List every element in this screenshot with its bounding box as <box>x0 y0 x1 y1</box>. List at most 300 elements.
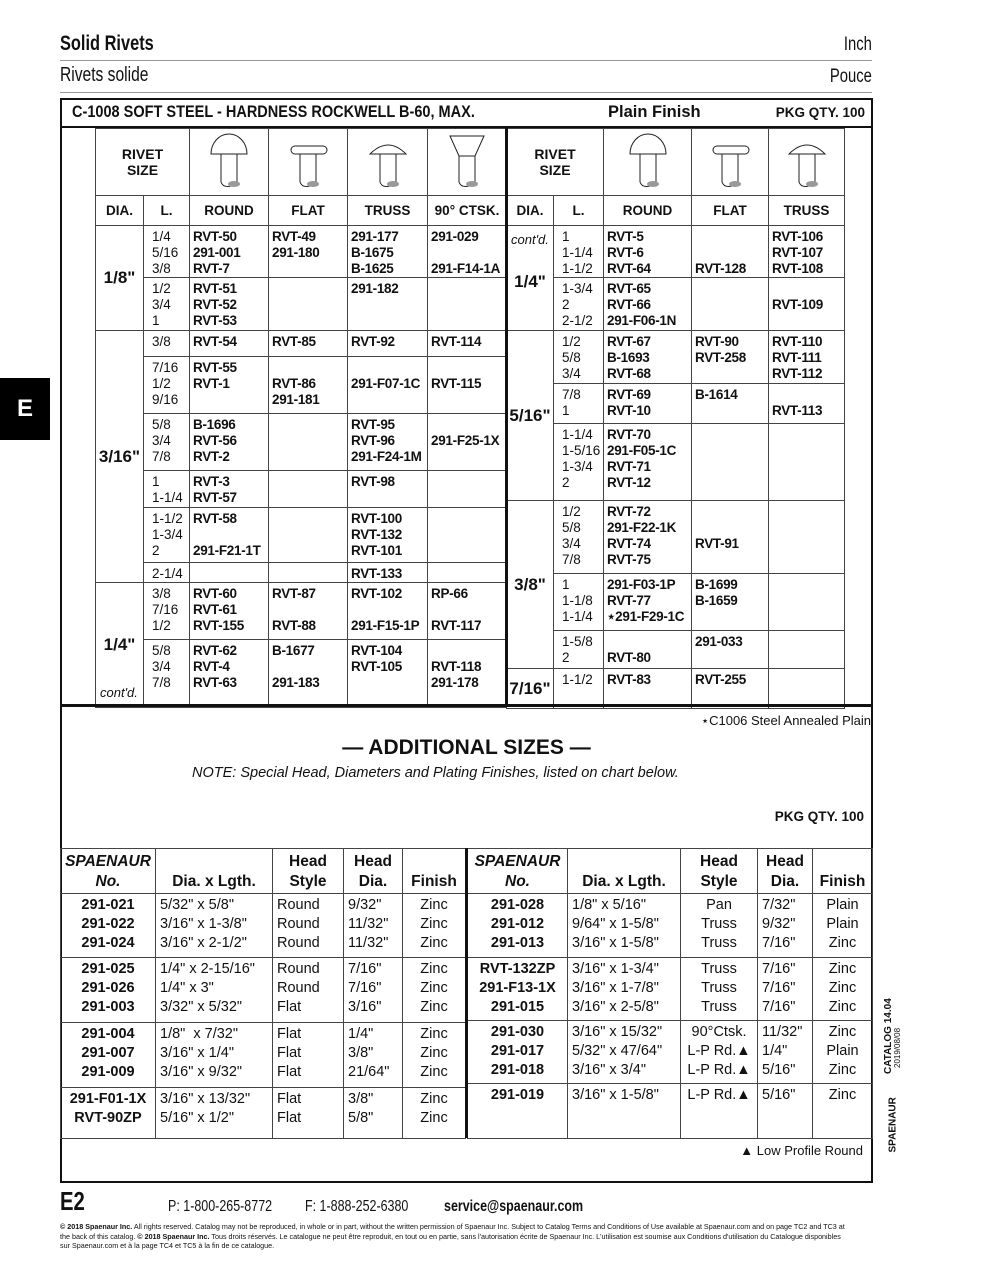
dia-length: 3/16" x 15/32" <box>572 1024 663 1040</box>
round-part-cell: B-1696 RVT-56 RVT-2 <box>190 414 269 471</box>
round-rivet-icon <box>190 129 269 196</box>
head-dia: 21/64" <box>348 1064 390 1080</box>
truss-part-cell: RVT-106 RVT-107 RVT-108 <box>769 226 845 278</box>
truss-part-cell: RVT-92 <box>348 331 428 357</box>
flat-part-cell <box>269 563 348 583</box>
head-style-cell <box>273 894 344 958</box>
diameter-cell <box>507 501 554 669</box>
flat-part-cell: RVT-85 <box>269 331 348 357</box>
head-dia: 7/32" <box>762 897 796 913</box>
rivet-size-label: RIVET SIZE <box>96 129 190 196</box>
finish: Zinc <box>420 961 448 977</box>
dia-length: 3/16" x 2-5/8" <box>572 999 659 1015</box>
finish: Zinc <box>828 1024 857 1040</box>
column-header <box>568 849 681 894</box>
icon-row <box>507 129 845 196</box>
head-dia: 11/32" <box>348 935 389 951</box>
finish: Zinc <box>420 1064 448 1080</box>
column-header: DIA. <box>96 196 144 226</box>
table-row-group <box>468 1084 873 1139</box>
table-row <box>507 424 845 501</box>
finish: Zinc <box>828 1087 857 1103</box>
phone-text: P: 1-800-265-8772 <box>168 1198 273 1215</box>
pkg-qty-additional: PKG QTY. 100 <box>774 809 864 824</box>
length-cell: 1-1/4 1-5/16 1-3/4 2 <box>554 424 604 501</box>
rivet-chart <box>95 128 507 708</box>
additional-table-left <box>60 848 466 1139</box>
head-dia-cell <box>758 1021 813 1084</box>
length-cell: 1-1/2 <box>554 669 604 709</box>
column-header: ROUND <box>604 196 692 226</box>
part-number: 291-015 <box>490 999 545 1015</box>
round-part-cell: RVT-67 B-1693 RVT-68 <box>604 331 692 384</box>
dia-length: 3/16" x 3/4" <box>572 1062 646 1078</box>
column-header <box>813 849 873 894</box>
dia-length-cell <box>156 958 273 1023</box>
copyright-prefix-fr: © 2018 Spaenaur Inc. <box>137 1231 210 1241</box>
head-style: Flat <box>277 1110 302 1126</box>
head-style-cell <box>273 1023 344 1088</box>
column-header <box>156 849 273 894</box>
finish-cell <box>403 1023 466 1088</box>
part-number: 291-F13-1X <box>479 980 556 996</box>
flat-part-cell: RVT-86 291-181 <box>269 357 348 414</box>
dia-length: 1/4" x 2-15/16" <box>160 961 255 977</box>
head-style: Truss <box>701 999 737 1015</box>
head-style: Round <box>277 935 320 951</box>
truss-part-cell: 291-182 <box>348 278 428 331</box>
dia-length-cell <box>156 1088 273 1139</box>
table-row <box>507 278 845 331</box>
unit-label-fr: Pouce <box>829 66 872 87</box>
head-dia: 9/32" <box>348 897 382 913</box>
head-style: Flat <box>277 1091 302 1107</box>
column-header: FLAT <box>692 196 769 226</box>
legend-low-profile: ▲ Low Profile Round <box>740 1143 863 1158</box>
head-style: Round <box>277 916 320 932</box>
truss-rivet-icon <box>348 129 428 196</box>
finish: Zinc <box>420 1110 448 1126</box>
part-number: 291-021 <box>81 897 135 913</box>
finish: Zinc <box>420 935 448 951</box>
head-style-cell <box>681 1084 758 1139</box>
flat-part-cell: B-1614 <box>692 384 769 424</box>
table-row <box>96 508 507 563</box>
continued-label: cont'd. <box>100 685 138 700</box>
round-part-cell: RVT-65 RVT-66 291-F06-1N <box>604 278 692 331</box>
ctsk-part-cell <box>428 471 507 508</box>
length-cell: 1-3/4 2 2-1/2 <box>554 278 604 331</box>
finish: Zinc <box>420 980 448 996</box>
column-header-text: Head Dia. <box>766 853 804 890</box>
head-dia-cell <box>758 1084 813 1139</box>
head-style: Truss <box>701 935 737 951</box>
dia-length: 1/8" x 7/32" <box>160 1026 239 1042</box>
diameter-value: 1/8" <box>103 268 136 287</box>
part-number-cell <box>468 1084 568 1139</box>
finish: Zinc <box>828 961 857 977</box>
dia-length: 3/16" x 13/32" <box>160 1091 251 1107</box>
head-style: L-P Rd.▲ <box>687 1087 751 1103</box>
flat-part-cell: RVT-255 <box>692 669 769 709</box>
head-style: Flat <box>277 999 302 1015</box>
catalog-number: CATALOG 14.04 <box>883 998 894 1074</box>
dia-length: 5/32" x 5/8" <box>160 897 234 913</box>
head-dia: 1/4" <box>348 1026 374 1042</box>
diameter-cell <box>96 226 144 331</box>
head-dia: 5/16" <box>762 1087 796 1103</box>
truss-rivet-icon <box>769 129 845 196</box>
part-number-cell <box>61 894 156 958</box>
truss-part-cell <box>769 574 845 631</box>
part-number: 291-004 <box>81 1026 135 1042</box>
copyright <box>60 1222 849 1251</box>
finish: Zinc <box>420 1026 448 1042</box>
section-tab[interactable]: E <box>0 378 50 440</box>
finish-label: Plain Finish <box>608 103 701 121</box>
truss-part-cell: RVT-113 <box>769 384 845 424</box>
truss-part-cell: 291-F07-1C <box>348 357 428 414</box>
ctsk-part-cell: RP-66 RVT-117 <box>428 583 507 640</box>
head-dia-cell <box>344 1023 403 1088</box>
round-part-cell: RVT-83 <box>604 669 692 709</box>
round-part-cell: RVT-58 291-F21-1T <box>190 508 269 563</box>
part-number: 291-028 <box>490 897 545 913</box>
dia-length: 5/32" x 47/64" <box>572 1043 663 1059</box>
head-style: L-P Rd.▲ <box>687 1062 751 1078</box>
head-dia-cell <box>344 958 403 1023</box>
length-cell: 1/2 5/8 3/4 7/8 <box>554 501 604 574</box>
round-part-cell: RVT-72 291-F22-1K RVT-74 RVT-75 <box>604 501 692 574</box>
diameter-value: 3/8" <box>514 574 546 594</box>
truss-part-cell <box>769 424 845 501</box>
flat-part-cell: RVT-49 291-180 <box>269 226 348 278</box>
head-style: Truss <box>701 980 737 996</box>
head-dia-cell <box>758 958 813 1021</box>
truss-part-cell: RVT-133 <box>348 563 428 583</box>
dia-length: 3/16" x 9/32" <box>160 1064 243 1080</box>
diameter-cell <box>507 226 554 331</box>
table-row-group <box>468 894 873 958</box>
flat-rivet-icon <box>692 129 769 196</box>
round-part-cell <box>190 563 269 583</box>
column-header: L. <box>554 196 604 226</box>
catalog-version <box>884 984 902 1074</box>
fax-text: F: 1-888-252-6380 <box>305 1198 409 1215</box>
part-number: 291-025 <box>81 961 135 977</box>
finish-cell <box>813 1021 873 1084</box>
round-part-cell: RVT-5 RVT-6 RVT-64 <box>604 226 692 278</box>
part-number: 291-018 <box>490 1062 545 1078</box>
finish-cell <box>403 894 466 958</box>
part-number-cell <box>468 894 568 958</box>
table-row <box>96 278 507 331</box>
column-header: ROUND <box>190 196 269 226</box>
length-cell: 1 1-1/8 1-1/4 <box>554 574 604 631</box>
dia-length-cell <box>568 1021 681 1084</box>
part-number: 291-007 <box>81 1045 135 1061</box>
part-number: 291-026 <box>81 980 135 996</box>
ctsk-part-cell <box>428 508 507 563</box>
column-header-text: SPAENAUR No. <box>474 853 561 890</box>
round-part-cell: RVT-51 RVT-52 RVT-53 <box>190 278 269 331</box>
part-number-cell <box>61 1023 156 1088</box>
head-dia: 7/16" <box>762 961 796 977</box>
table-row-group <box>61 894 466 958</box>
finish: Zinc <box>420 1045 448 1061</box>
column-header-text: Dia. x Lgth. <box>172 873 256 890</box>
table-row <box>507 669 845 709</box>
table-row-group <box>468 958 873 1021</box>
finish-cell <box>813 894 873 958</box>
column-header-text: Head Style <box>700 853 738 890</box>
dia-length: 9/64" x 1-5/8" <box>572 916 659 932</box>
length-cell: 5/8 3/4 7/8 <box>144 640 190 708</box>
part-number: RVT-132ZP <box>479 961 556 977</box>
part-number: 291-019 <box>490 1087 545 1103</box>
column-header-row <box>507 196 845 226</box>
round-part-cell: RVT-60 RVT-61 RVT-155 <box>190 583 269 640</box>
finish: Zinc <box>828 1062 857 1078</box>
head-dia: 5/16" <box>762 1062 796 1078</box>
divider <box>60 92 872 93</box>
dia-length-cell <box>568 894 681 958</box>
copyright-en: All rights reserved. Catalog may not be reproduced, in whole or in part, without the written permission of Spaenaur Inc. Subject to Catalog Terms and Conditions of Use available at Spaenaur.com and on page TC2 and TC3 at the back of this catalog. <box>60 1222 845 1241</box>
finish: Plain <box>826 916 859 932</box>
column-header-row <box>61 849 466 894</box>
flat-part-cell: B-1699 B-1659 <box>692 574 769 631</box>
ctsk-part-cell <box>428 563 507 583</box>
flat-part-cell <box>269 414 348 471</box>
truss-part-cell <box>769 669 845 709</box>
page-subtitle: Rivets solide <box>60 64 149 86</box>
table-row <box>507 574 845 631</box>
head-style: Flat <box>277 1026 302 1042</box>
head-dia: 7/16" <box>762 935 796 951</box>
copyright-fr: Tous droits réservés. Le catalogue ne peut être reproduit, en tout ou en partie, sans l'autorisation écrite de Spaenaur Inc. L'utilisation est soumise aux Conditions d'utilisation du Catalogue disponibles sur Spaenaur.com et à la page TC4 et TC5 à la fin de ce catalogue. <box>60 1231 841 1250</box>
head-dia: 11/32" <box>762 1024 803 1040</box>
head-dia: 11/32" <box>348 916 389 932</box>
column-header <box>468 849 568 894</box>
length-cell: 1-1/2 1-3/4 2 <box>144 508 190 563</box>
part-number: 291-F01-1X <box>69 1091 147 1107</box>
round-part-cell: RVT-55 RVT-1 <box>190 357 269 414</box>
diameter-cell <box>507 669 554 709</box>
part-number: 291-013 <box>490 935 545 951</box>
dia-length: 3/16" x 1-5/8" <box>572 1087 659 1103</box>
part-number: RVT-90ZP <box>74 1110 142 1126</box>
diameter-value: 5/16" <box>509 405 551 425</box>
dia-length-cell <box>156 894 273 958</box>
table-row <box>96 583 507 640</box>
ctsk-part-cell: RVT-114 <box>428 331 507 357</box>
length-cell: 1/2 3/4 1 <box>144 278 190 331</box>
ctsk-part-cell: RVT-118 291-178 <box>428 640 507 708</box>
footnote: ⋆C1006 Steel Annealed Plain <box>700 713 871 728</box>
finish-cell <box>813 1084 873 1139</box>
brand-logo: SPAENAUR <box>887 1097 899 1153</box>
continued-label: cont'd. <box>511 232 549 247</box>
table-row <box>507 631 845 669</box>
head-style: 90°Ctsk. <box>691 1024 747 1040</box>
table-row <box>507 384 845 424</box>
flat-part-cell <box>269 508 348 563</box>
diameter-value: 3/16" <box>98 446 141 466</box>
column-header <box>273 849 344 894</box>
finish: Plain <box>826 1043 859 1059</box>
additional-sizes-title: — ADDITIONAL SIZES — <box>342 736 591 759</box>
head-style-cell <box>681 1021 758 1084</box>
head-style: Truss <box>701 916 737 932</box>
round-part-cell: RVT-80 <box>604 631 692 669</box>
pkg-qty: PKG QTY. 100 <box>775 105 865 120</box>
dia-length: 3/16" x 1/4" <box>160 1045 234 1061</box>
column-header-text: Finish <box>411 873 457 890</box>
page-number: E2 <box>60 1186 85 1216</box>
length-cell: 1 1-1/4 1-1/2 <box>554 226 604 278</box>
diameter-cell <box>96 331 144 583</box>
flat-part-cell <box>269 471 348 508</box>
ctsk-part-cell: 291-029 291-F14-1A <box>428 226 507 278</box>
truss-part-cell <box>769 631 845 669</box>
head-dia-cell <box>344 894 403 958</box>
flat-part-cell: 291-033 <box>692 631 769 669</box>
column-header: L. <box>144 196 190 226</box>
head-style: Pan <box>706 897 732 913</box>
ctsk-part-cell: RVT-115 <box>428 357 507 414</box>
table-row-group <box>61 958 466 1023</box>
length-cell: 7/8 1 <box>554 384 604 424</box>
flat-part-cell <box>692 424 769 501</box>
head-style-cell <box>273 1088 344 1139</box>
flat-part-cell: RVT-87 RVT-88 <box>269 583 348 640</box>
column-header <box>758 849 813 894</box>
table-row <box>507 331 845 384</box>
finish: Zinc <box>420 897 448 913</box>
column-header <box>681 849 758 894</box>
column-header: TRUSS <box>348 196 428 226</box>
length-cell: 2-1/4 <box>144 563 190 583</box>
truss-part-cell: RVT-95 RVT-96 291-F24-1M <box>348 414 428 471</box>
flat-rivet-icon <box>269 129 348 196</box>
column-header: 90° CTSK. <box>428 196 507 226</box>
column-header <box>344 849 403 894</box>
divider <box>60 60 872 61</box>
flat-part-cell <box>692 278 769 331</box>
head-dia-cell <box>758 894 813 958</box>
icon-row <box>96 129 507 196</box>
head-dia: 3/8" <box>348 1091 374 1107</box>
dia-length: 3/16" x 1-3/8" <box>160 916 247 932</box>
head-dia: 7/16" <box>762 999 796 1015</box>
finish: Zinc <box>828 980 857 996</box>
column-header <box>61 849 156 894</box>
table-row <box>96 640 507 708</box>
email-link[interactable]: service@spaenaur.com <box>444 1198 584 1215</box>
part-number: 291-017 <box>490 1043 545 1059</box>
length-cell: 1 1-1/4 <box>144 471 190 508</box>
column-header-row <box>96 196 507 226</box>
ctsk-rivet-icon <box>428 129 507 196</box>
page-title: Solid Rivets <box>60 32 154 55</box>
length-cell: 1-5/8 2 <box>554 631 604 669</box>
truss-part-cell: RVT-110 RVT-111 RVT-112 <box>769 331 845 384</box>
round-part-cell: RVT-70 291-F05-1C RVT-71 RVT-12 <box>604 424 692 501</box>
table-row-group <box>468 1021 873 1084</box>
dia-length-cell <box>568 1084 681 1139</box>
dia-length: 1/8" x 5/16" <box>572 897 646 913</box>
rivet-table-left <box>95 128 507 708</box>
length-cell: 1/2 5/8 3/4 <box>554 331 604 384</box>
truss-part-cell: RVT-102 291-F15-1P <box>348 583 428 640</box>
finish: Zinc <box>828 999 857 1015</box>
head-style: Round <box>277 897 320 913</box>
head-style: Truss <box>701 961 737 977</box>
additional-table-right <box>467 848 873 1139</box>
round-part-cell: RVT-3 RVT-57 <box>190 471 269 508</box>
finish: Zinc <box>828 935 857 951</box>
column-header-text: Head Dia. <box>354 853 392 890</box>
rivet-table-right <box>506 128 845 709</box>
diameter-cell <box>507 331 554 501</box>
catalog-date: 2019/08/08 <box>893 1027 902 1068</box>
rivet-chart <box>506 128 845 709</box>
ctsk-part-cell: 291-F25-1X <box>428 414 507 471</box>
head-dia: 7/16" <box>348 961 382 977</box>
ctsk-part-cell <box>428 278 507 331</box>
column-header: FLAT <box>269 196 348 226</box>
head-dia-cell <box>344 1088 403 1139</box>
chart-title-bar <box>60 98 873 128</box>
column-header-text: Dia. x Lgth. <box>582 873 666 890</box>
round-part-cell: RVT-50 291-001 RVT-7 <box>190 226 269 278</box>
part-number: 291-022 <box>81 916 135 932</box>
flat-part-cell: RVT-90 RVT-258 <box>692 331 769 384</box>
truss-part-cell: 291-177 B-1675 B-1625 <box>348 226 428 278</box>
table-row-group <box>61 1088 466 1139</box>
part-number: 291-024 <box>81 935 135 951</box>
length-cell: 1/4 5/16 3/8 <box>144 226 190 278</box>
column-header: DIA. <box>507 196 554 226</box>
head-style: Flat <box>277 1045 302 1061</box>
length-cell: 7/16 1/2 9/16 <box>144 357 190 414</box>
column-header-text: SPAENAUR No. <box>65 853 151 890</box>
dia-length: 3/16" x 1-3/4" <box>572 961 659 977</box>
dia-length: 3/32" x 5/32" <box>160 999 243 1015</box>
head-style-cell <box>681 958 758 1021</box>
diameter-value: 1/4" <box>514 272 546 291</box>
diameter-cell <box>96 583 144 708</box>
dia-length-cell <box>568 958 681 1021</box>
length-cell: 3/8 <box>144 331 190 357</box>
column-header-text: Head Style <box>289 853 327 890</box>
table-row <box>96 226 507 278</box>
diameter-value: 7/16" <box>509 678 551 698</box>
head-dia: 5/8" <box>348 1110 374 1126</box>
dia-length: 3/16" x 1-7/8" <box>572 980 659 996</box>
truss-part-cell: RVT-100 RVT-132 RVT-101 <box>348 508 428 563</box>
round-part-cell: 291-F03-1P RVT-77 ⋆291-F29-1C <box>604 574 692 631</box>
dia-length: 5/16" x 1/2" <box>160 1110 234 1126</box>
phone <box>168 1198 272 1216</box>
dia-length: 1/4" x 3" <box>160 980 214 996</box>
part-number: 291-030 <box>490 1024 545 1040</box>
part-number: 291-009 <box>81 1064 135 1080</box>
flat-part-cell <box>269 278 348 331</box>
length-cell: 5/8 3/4 7/8 <box>144 414 190 471</box>
part-number-cell <box>61 1088 156 1139</box>
truss-part-cell: RVT-98 <box>348 471 428 508</box>
